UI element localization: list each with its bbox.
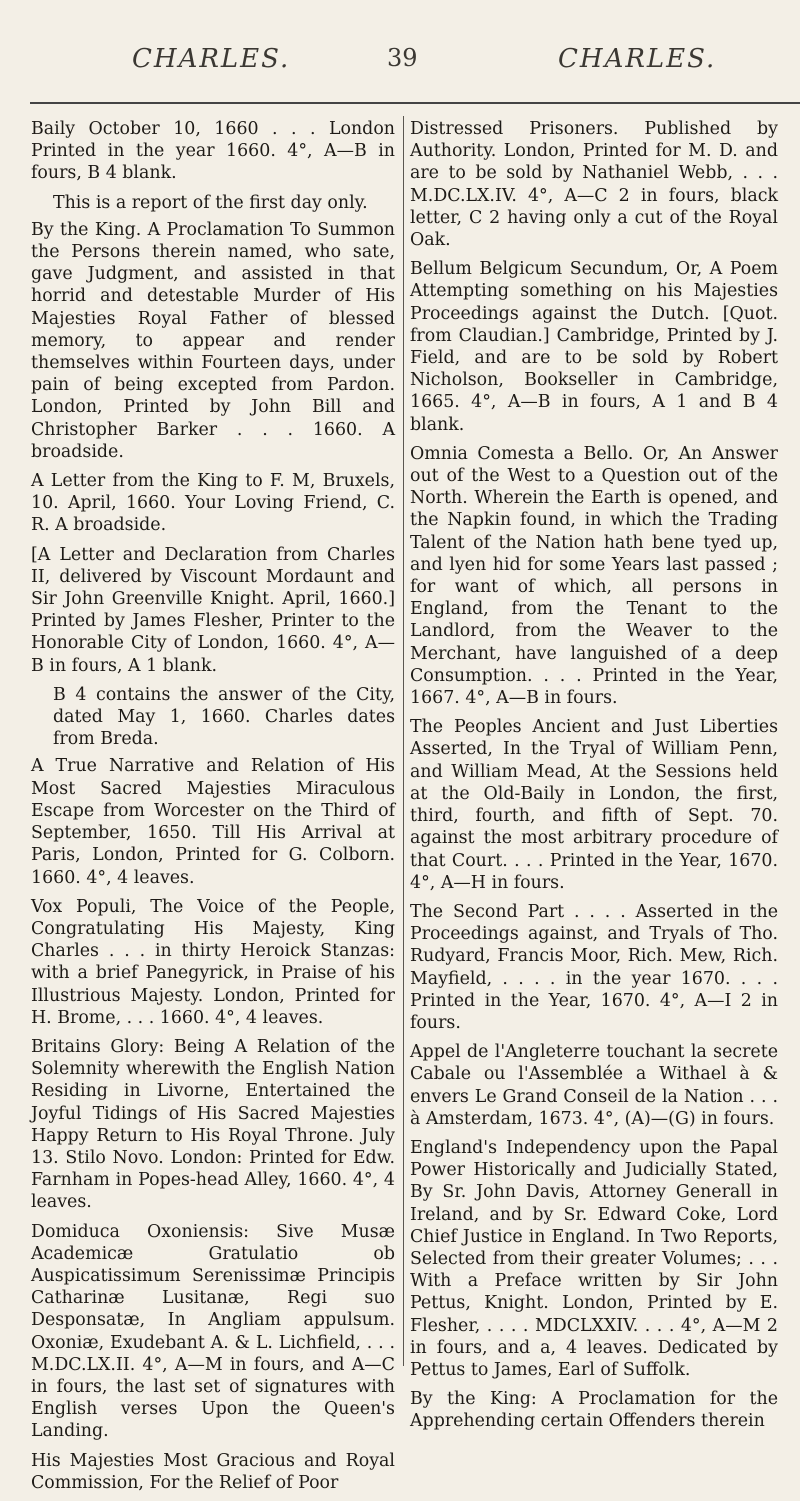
catalogue-entry: The Peoples Ancient and Just Liberties Asserted, In the Tryal of William Penn, and William Mead, At the Sessions held at the Old-Baily in London, the first, third, fourth, and fifth of Sept. 70. against the most arbitrary procedure of that Court. . . . Printed in the Year, 1670. 4°, A—H in fours.: [410, 717, 778, 893]
catalogue-entry: His Majesties Most Gracious and Royal Commission, For the Relief of Poor: [31, 1450, 395, 1493]
entry-note: This is a report of the first day only.: [53, 192, 368, 213]
catalogue-entry: A Letter from the King to F. M, Bruxels, 10. April, 1660. Your Loving Friend, C. R. A broadside.: [31, 471, 395, 536]
header-rule: [30, 102, 800, 104]
column-divider: [403, 116, 404, 1366]
page-header: [0, 0, 800, 100]
catalogue-entry: Vox Populi, The Voice of the People, Congratulating His Majesty, King Charles . . . in thirty Heroick Stanzas: with a brief Panegyrick, in Praise of his Illustrious Majesty. London, Printed for H. Brome, . . . 1660. 4°, 4 leaves.: [31, 896, 395, 1028]
running-title-right: CHARLES.: [558, 44, 717, 74]
left-column: [31, 118, 395, 1501]
catalogue-entry: Distressed Prisoners. Published by Authority. London, Printed for M. D. and are to be sold by Nathaniel Webb, . . . M.DC.LX.IV. 4°, A—C 2 in fours, black letter, C 2 having only a cut of the Royal Oak.: [410, 119, 778, 251]
catalogue-entry: Bellum Belgicum Secundum, Or, A Poem Attempting something on his Majesties Proceedings against the Dutch. [Quot. from Claudian.] Cambridge, Printed by J. Field, and are to be sold by Robert Nicholson, Bookseller in Cambridge, 1665. 4°, A—B in fours, A 1 and B 4 blank.: [410, 259, 778, 435]
catalogue-entry: Baily October 10, 1660 . . . London Printed in the year 1660. 4°, A—B in fours, B 4 blank.: [31, 119, 395, 184]
catalogue-entry: [A Letter and Declaration from Charles II, delivered by Viscount Mordaunt and Sir John Greenville Knight. April, 1660.] Printed by James Flesher, Printer to the Honorable City of London, 1660. 4°, A—B in fours, A 1 blank.: [31, 544, 395, 676]
catalogue-entry: By the King. A Proclamation To Summon the Persons therein named, who sate, gave Judgment, and assisted in that horrid and detestable Murder of His Majesties Royal Father of blessed memory, to appear and render themselves within Fourteen days, under pain of being excepted from Pardon. London, Printed by John Bill and Christopher Barker . . . 1660. A broadside.: [31, 219, 395, 462]
entry-note: B 4 contains the answer of the City, dated May 1, 1660. Charles dates from Breda.: [53, 684, 395, 750]
catalogue-entry: England's Independency upon the Papal Power Historically and Judicially Stated, By Sr. John Davis, Attorney Generall in Ireland, and by Sr. Edward Coke, Lord Chief Justice in England. In Two Reports, Selected from their greater Volumes; . . . With a Preface written by Sir John Pettus, Knight. London, Printed by E. Flesher, . . . . MDCLXXIV. . . . 4°, A—M 2 in fours, and a, 4 leaves. Dedicated by Pettus to James, Earl of Suffolk.: [410, 1137, 778, 1380]
catalogue-entry: Britains Glory: Being A Relation of the Solemnity wherewith the English Nation Residing in Livorne, Entertained the Joyful Tidings of His Sacred Majesties Happy Return to His Royal Throne. July 13. Stilo Novo. London: Printed for Edw. Farnham in Popes-head Alley, 1660. 4°, 4 leaves.: [31, 1036, 395, 1213]
right-column: [410, 118, 778, 1440]
catalogue-entry: A True Narrative and Relation of His Most Sacred Majesties Miraculous Escape from Worcester on the Third of September, 1650. Till His Arrival at Paris, London, Printed for G. Colborn. 1660. 4°, 4 leaves.: [31, 756, 395, 888]
catalogue-entry: By the King: A Proclamation for the Apprehending certain Offenders therein: [410, 1389, 778, 1432]
page-number: 39: [387, 44, 418, 72]
catalogue-entry: Appel de l'Angleterre touchant la secrete Cabale ou l'Assemblée a Withael à & envers Le Grand Conseil de la Nation . . . à Amsterdam, 1673. 4°, (A)—(G) in fours.: [410, 1042, 778, 1129]
catalogue-entry: The Second Part . . . . Asserted in the Proceedings against, and Tryals of Tho. Rudyard, Francis Moor, Rich. Mew, Rich. Mayfield, . . . . in the year 1670. . . . Printed in the Year, 1670. 4°, A—I 2 in fours.: [410, 901, 778, 1033]
running-title-left: CHARLES.: [132, 44, 291, 74]
catalogue-entry: Omnia Comesta a Bello. Or, An Answer out of the West to a Question out of the North. Wherein the Earth is opened, and the Napkin found, in which the Trading Talent of the Nation hath bene tyed up, and lyen hid for some Years last passed ; for want of which, all persons in England, from the Tenant to the Landlord, from the Weaver to the Merchant, have languished of a deep Consumption. . . . Printed in the Year, 1667. 4°, A—B in fours.: [410, 443, 778, 709]
catalogue-entry: Domiduca Oxoniensis: Sive Musæ Academicæ Gratulatio ob Auspicatissimum Serenissimæ Principis Catharinæ Lusitanæ, Regi suo Desponsatæ, In Angliam appulsum. Oxoniæ, Exudebant A. & L. Lichfield, . . . M.DC.LX.II. 4°, A—M in fours, and A—C in fours, the last set of signatures with English verses Upon the Queen's Landing.: [31, 1221, 395, 1442]
